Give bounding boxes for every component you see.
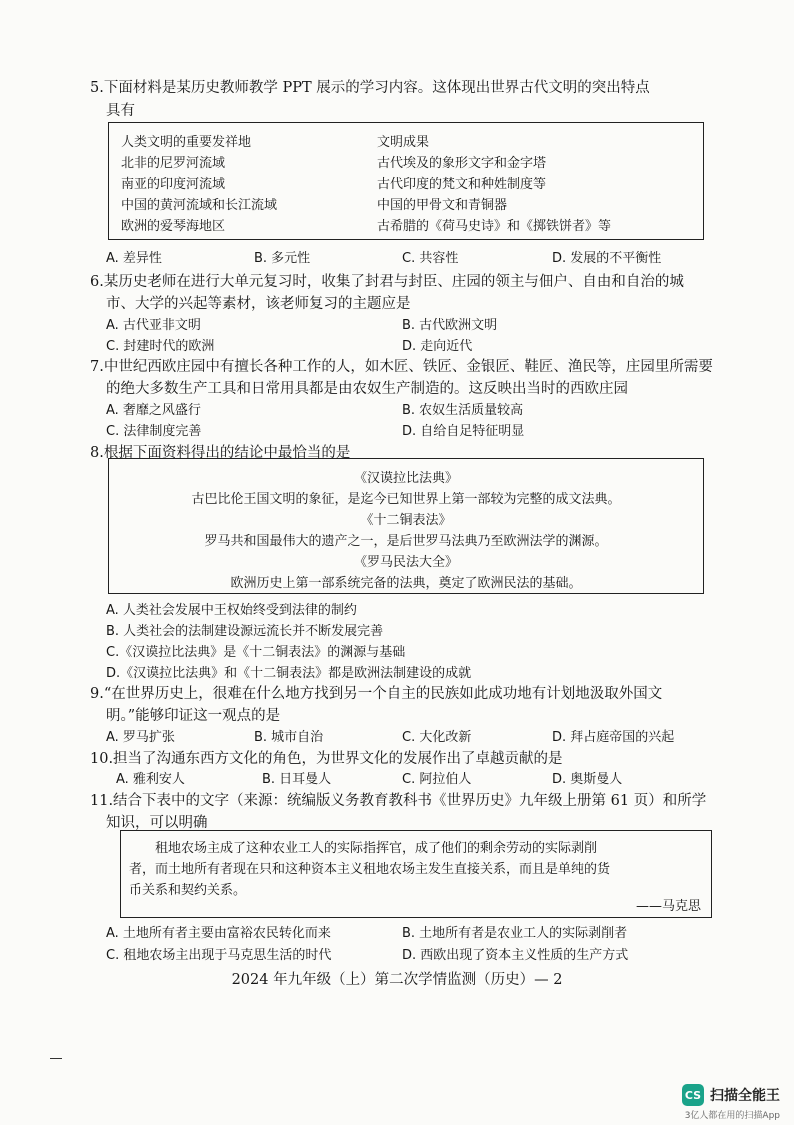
q7-option-b[interactable]: B. 农奴生活质量较高 bbox=[402, 403, 524, 418]
q5-left-4: 欧洲的爱琴海地区 bbox=[121, 219, 226, 234]
q11-option-c[interactable]: C. 租地农场主出现于马克思生活的时代 bbox=[106, 948, 332, 963]
q5-left-1: 北非的尼罗河流域 bbox=[121, 156, 226, 171]
camscanner-logo-icon: CS bbox=[682, 1084, 704, 1106]
q5-option-a[interactable]: A. 差异性 bbox=[106, 251, 162, 266]
q6-option-b[interactable]: B. 古代欧洲文明 bbox=[402, 318, 498, 333]
q5-option-c[interactable]: C. 共容性 bbox=[402, 251, 459, 266]
q8-box-desc-1: 古巴比伦王国文明的象征，是迄今已知世界上第一部较为完整的成文法典。 bbox=[191, 492, 621, 507]
q9-option-d[interactable]: D. 拜占庭帝国的兴起 bbox=[552, 730, 675, 745]
q8-box-title-1: 《汉谟拉比法典》 bbox=[353, 471, 458, 486]
q8-box-desc-3: 欧洲历史上第一部系统完备的法典，奠定了欧洲民法的基础。 bbox=[230, 576, 582, 591]
q5-option-b[interactable]: B. 多元性 bbox=[254, 251, 311, 266]
q5-right-3: 中国的甲骨文和青铜器 bbox=[377, 198, 508, 213]
q7-stem-line1: 7.中世纪西欧庄园中有擅长各种工作的人，如木匠、铁匠、金银匠、鞋匠、渔民等，庄园里所需要 bbox=[90, 359, 713, 375]
q6-option-a[interactable]: A. 古代亚非文明 bbox=[106, 318, 201, 333]
page-footer: 2024 年九年级（上）第二次学情监测（历史）— 2 bbox=[231, 972, 563, 988]
watermark-name: 扫描全能王 bbox=[710, 1088, 780, 1104]
q5-right-0: 文明成果 bbox=[377, 135, 430, 150]
q8-material-box bbox=[108, 458, 704, 594]
q11-box-line1: 租地农场主成了这种农业工人的实际指挥官，成了他们的剩余劳动的实际剥削 bbox=[155, 841, 598, 856]
q9-stem-line2: 明。”能够印证这一观点的是 bbox=[106, 708, 281, 724]
q10-option-d[interactable]: D. 奥斯曼人 bbox=[552, 772, 623, 787]
scanner-watermark bbox=[682, 1084, 780, 1106]
q10-option-a[interactable]: A. 雅利安人 bbox=[116, 772, 185, 787]
q11-box-line2: 者，而土地所有者现在只和这种资本主义租地农场主发生直接关系，而且是单纯的货 bbox=[129, 862, 611, 877]
scan-mark bbox=[50, 1058, 62, 1059]
q11-box-source: ——马克思 bbox=[635, 899, 701, 914]
q10-option-c[interactable]: C. 阿拉伯人 bbox=[402, 772, 472, 787]
q5-stem-line2: 具有 bbox=[106, 103, 135, 119]
q11-option-a[interactable]: A. 土地所有者主要由富裕农民转化而来 bbox=[106, 926, 331, 941]
q8-option-c[interactable]: C.《汉谟拉比法典》是《十二铜表法》的渊源与基础 bbox=[106, 645, 406, 660]
q5-option-d[interactable]: D. 发展的不平衡性 bbox=[552, 251, 662, 266]
q8-option-a[interactable]: A. 人类社会发展中王权始终受到法律的制约 bbox=[106, 603, 357, 618]
q10-stem: 10.担当了沟通东西方文化的角色，为世界文化的发展作出了卓越贡献的是 bbox=[90, 751, 563, 767]
q11-option-b[interactable]: B. 土地所有者是农业工人的实际剥削者 bbox=[402, 926, 628, 941]
q7-option-d[interactable]: D. 自给自足特征明显 bbox=[402, 424, 525, 439]
q5-right-1: 古代埃及的象形文字和金字塔 bbox=[377, 156, 547, 171]
q11-box-line3: 币关系和契约关系。 bbox=[129, 883, 247, 898]
q8-box-title-3: 《罗马民法大全》 bbox=[353, 555, 458, 570]
q7-option-a[interactable]: A. 奢靡之风盛行 bbox=[106, 403, 201, 418]
q11-stem-line1: 11.结合下表中的文字（来源：统编版义务教育教科书《世界历史》九年级上册第 61 页）和所学 bbox=[90, 793, 707, 809]
q5-right-4: 古希腊的《荷马史诗》和《掷铁饼者》等 bbox=[377, 219, 612, 234]
q11-material-box bbox=[120, 830, 712, 918]
q5-left-0: 人类文明的重要发祥地 bbox=[121, 135, 252, 150]
watermark-sub: 3亿人都在用的扫描App bbox=[684, 1111, 780, 1121]
q8-box-desc-2: 罗马共和国最伟大的遗产之一，是后世罗马法典乃至欧洲法学的渊源。 bbox=[204, 534, 608, 549]
q8-option-d[interactable]: D.《汉谟拉比法典》和《十二铜表法》都是欧洲法制建设的成就 bbox=[106, 666, 472, 681]
q6-option-c[interactable]: C. 封建时代的欧洲 bbox=[106, 339, 215, 354]
q9-option-a[interactable]: A. 罗马扩张 bbox=[106, 730, 175, 745]
q5-left-3: 中国的黄河流域和长江流域 bbox=[121, 198, 278, 213]
q7-stem-line2: 的绝大多数生产工具和日常用具都是由农奴生产制造的。这反映出当时的西欧庄园 bbox=[106, 381, 628, 397]
q6-option-d[interactable]: D. 走向近代 bbox=[402, 339, 473, 354]
q9-option-b[interactable]: B. 城市自治 bbox=[254, 730, 324, 745]
q8-box-title-2: 《十二铜表法》 bbox=[360, 513, 452, 528]
q5-left-2: 南亚的印度河流域 bbox=[121, 177, 226, 192]
q8-stem: 8.根据下面资料得出的结论中最恰当的是 bbox=[90, 445, 351, 461]
q11-stem-line2: 知识，可以明确 bbox=[106, 815, 208, 831]
q9-option-c[interactable]: C. 大化改新 bbox=[402, 730, 472, 745]
q5-right-2: 古代印度的梵文和种姓制度等 bbox=[377, 177, 547, 192]
q5-material-table bbox=[108, 122, 704, 240]
q6-stem-line1: 6.某历史老师在进行大单元复习时，收集了封君与封臣、庄园的领主与佃户、自由和自治的城 bbox=[90, 274, 684, 290]
q9-stem-line1: 9.“在世界历史上，很难在什么地方找到另一个自主的民族如此成功地有计划地汲取外国文 bbox=[90, 686, 663, 702]
q5-stem-line1: 5.下面材料是某历史教师教学 PPT 展示的学习内容。这体现出世界古代文明的突出特点 bbox=[90, 80, 650, 96]
q6-stem-line2: 市、大学的兴起等素材，该老师复习的主题应是 bbox=[106, 296, 411, 312]
q7-option-c[interactable]: C. 法律制度完善 bbox=[106, 424, 202, 439]
q10-option-b[interactable]: B. 日耳曼人 bbox=[262, 772, 332, 787]
q8-option-b[interactable]: B. 人类社会的法制建设源远流长并不断发展完善 bbox=[106, 624, 384, 639]
q11-option-d[interactable]: D. 西欧出现了资本主义性质的生产方式 bbox=[402, 948, 629, 963]
